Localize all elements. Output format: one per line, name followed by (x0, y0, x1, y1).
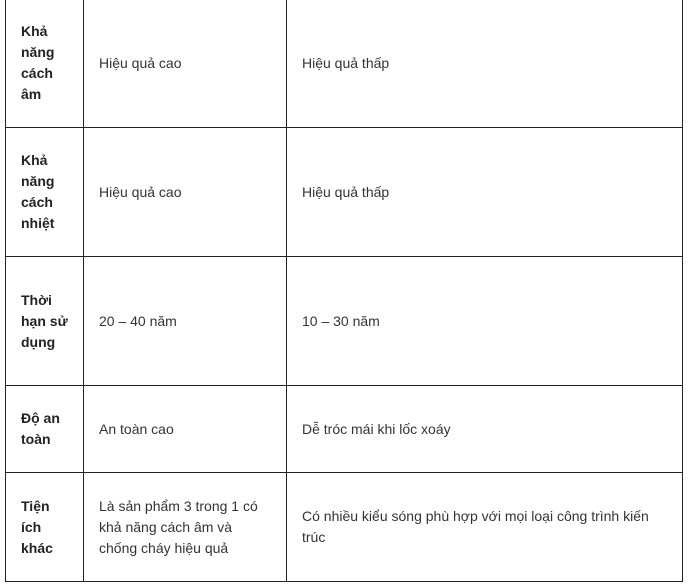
comparison-table (5, 0, 683, 582)
row-header-cell: Khả năng cách nhiệt (6, 128, 84, 257)
row-header-cell: Khả năng cách âm (6, 0, 84, 128)
row-header-cell: Độ an toàn (6, 386, 84, 473)
table-row (6, 386, 683, 473)
table-cell: Có nhiều kiểu sóng phù hợp với mọi loại công trình kiến trúc (287, 473, 683, 582)
row-header-cell: Thời hạn sử dụng (6, 257, 84, 386)
table-cell: Hiệu quả thấp (287, 128, 683, 257)
table-row (6, 473, 683, 582)
table-cell: Hiệu quả cao (84, 0, 287, 128)
row-header-cell: Tiện ích khác (6, 473, 84, 582)
table-cell: 10 – 30 năm (287, 257, 683, 386)
table-row (6, 128, 683, 257)
table-cell: An toàn cao (84, 386, 287, 473)
table-cell: Hiệu quả cao (84, 128, 287, 257)
table-cell: 20 – 40 năm (84, 257, 287, 386)
table-cell: Hiệu quả thấp (287, 0, 683, 128)
table-row (6, 257, 683, 386)
table-cell: Dễ tróc mái khi lốc xoáy (287, 386, 683, 473)
table-row (6, 0, 683, 128)
table-cell: Là sản phẩm 3 trong 1 có khả năng cách âm và chống cháy hiệu quả (84, 473, 287, 582)
